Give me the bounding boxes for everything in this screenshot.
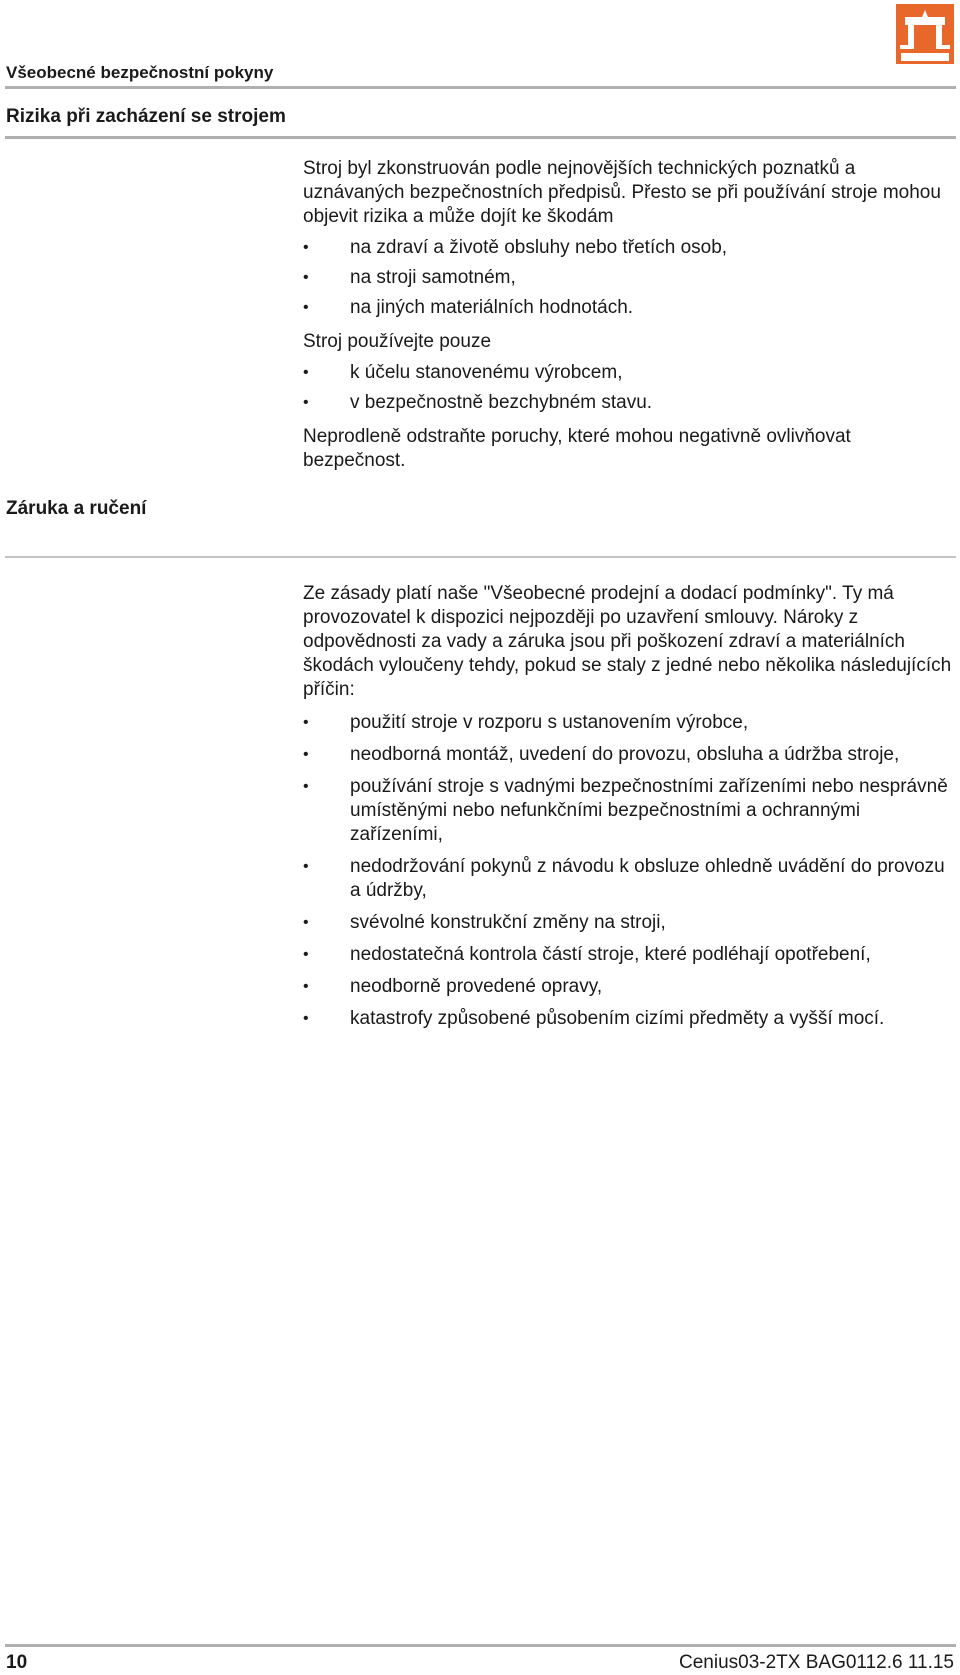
usage-intro: Stroj používejte pouze [303,331,492,352]
section-divider-warranty [5,556,956,558]
list-item: • na zdraví a životě obsluhy nebo třetích osob, [303,236,953,260]
list-item: • neodborně provedené opravy, [303,975,953,999]
footer-divider [5,1644,956,1647]
risks-content [303,157,953,473]
section-title-risks: Rizika při zacházení se strojem [6,106,286,127]
list-item: • k účelu stanovenému výrobcem, [303,361,953,385]
risk-list [303,236,953,320]
list-item: • svévolné konstrukční změny na stroji, [303,911,953,935]
amazone-logo-icon [896,4,954,64]
list-item: • nedostatečná kontrola částí stroje, které podléhají opotřebení, [303,943,953,967]
chapter-title: Všeobecné bezpečnostní pokyny [6,63,274,82]
warranty-content [303,582,953,1031]
amazone-logo [896,4,954,64]
header-divider [5,86,956,89]
risks-closing: Neprodleně odstraňte poruchy, které mohou negativně ovlivňovat bezpečnost. [303,426,851,471]
list-item: • na jiných materiálních hodnotách. [303,296,953,320]
section-divider-risks [5,136,956,139]
list-item: • na stroji samotném, [303,266,953,290]
usage-list [303,361,953,415]
list-item: • nedodržování pokynů z návodu k obsluze ohledně uvádění do provozu a údržby, [303,855,953,903]
section-title-warranty: Záruka a ručení [6,498,147,519]
document-reference: Cenius03-2TX BAG0112.6 11.15 [679,1652,954,1673]
list-item: • neodborná montáž, uvedení do provozu, obsluha a údržba stroje, [303,743,953,767]
warranty-causes-list [303,711,953,1031]
list-item: • použití stroje v rozporu s ustanovením výrobce, [303,711,953,735]
list-item: • používání stroje s vadnými bezpečnostními zařízeními nebo nesprávně umístěnými nebo nefunkčními bezpečnostními a ochrannými zařízeními, [303,775,953,847]
list-item: • v bezpečnostně bezchybném stavu. [303,391,953,415]
page-number: 10 [6,1652,28,1673]
risks-intro: Stroj byl zkonstruován podle nejnovějších technických poznatků a uznávaných bezpečnostních předpisů. Přesto se při používání stroje mohou objevit rizika a může dojít ke škodám [303,158,941,227]
list-item: • katastrofy způsobené působením cizími předměty a vyšší mocí. [303,1007,953,1031]
warranty-intro: Ze zásady platí naše "Všeobecné prodejní a dodací podmínky". Ty má provozovatel k dispozici nejpozději po uzavření smlouvy. Nároky z odpovědnosti za vady a záruka jsou při poškození zdraví a materiálních škodách vyloučeny tehdy, pokud se staly z jedné nebo několika následujících příčin: [303,583,952,700]
